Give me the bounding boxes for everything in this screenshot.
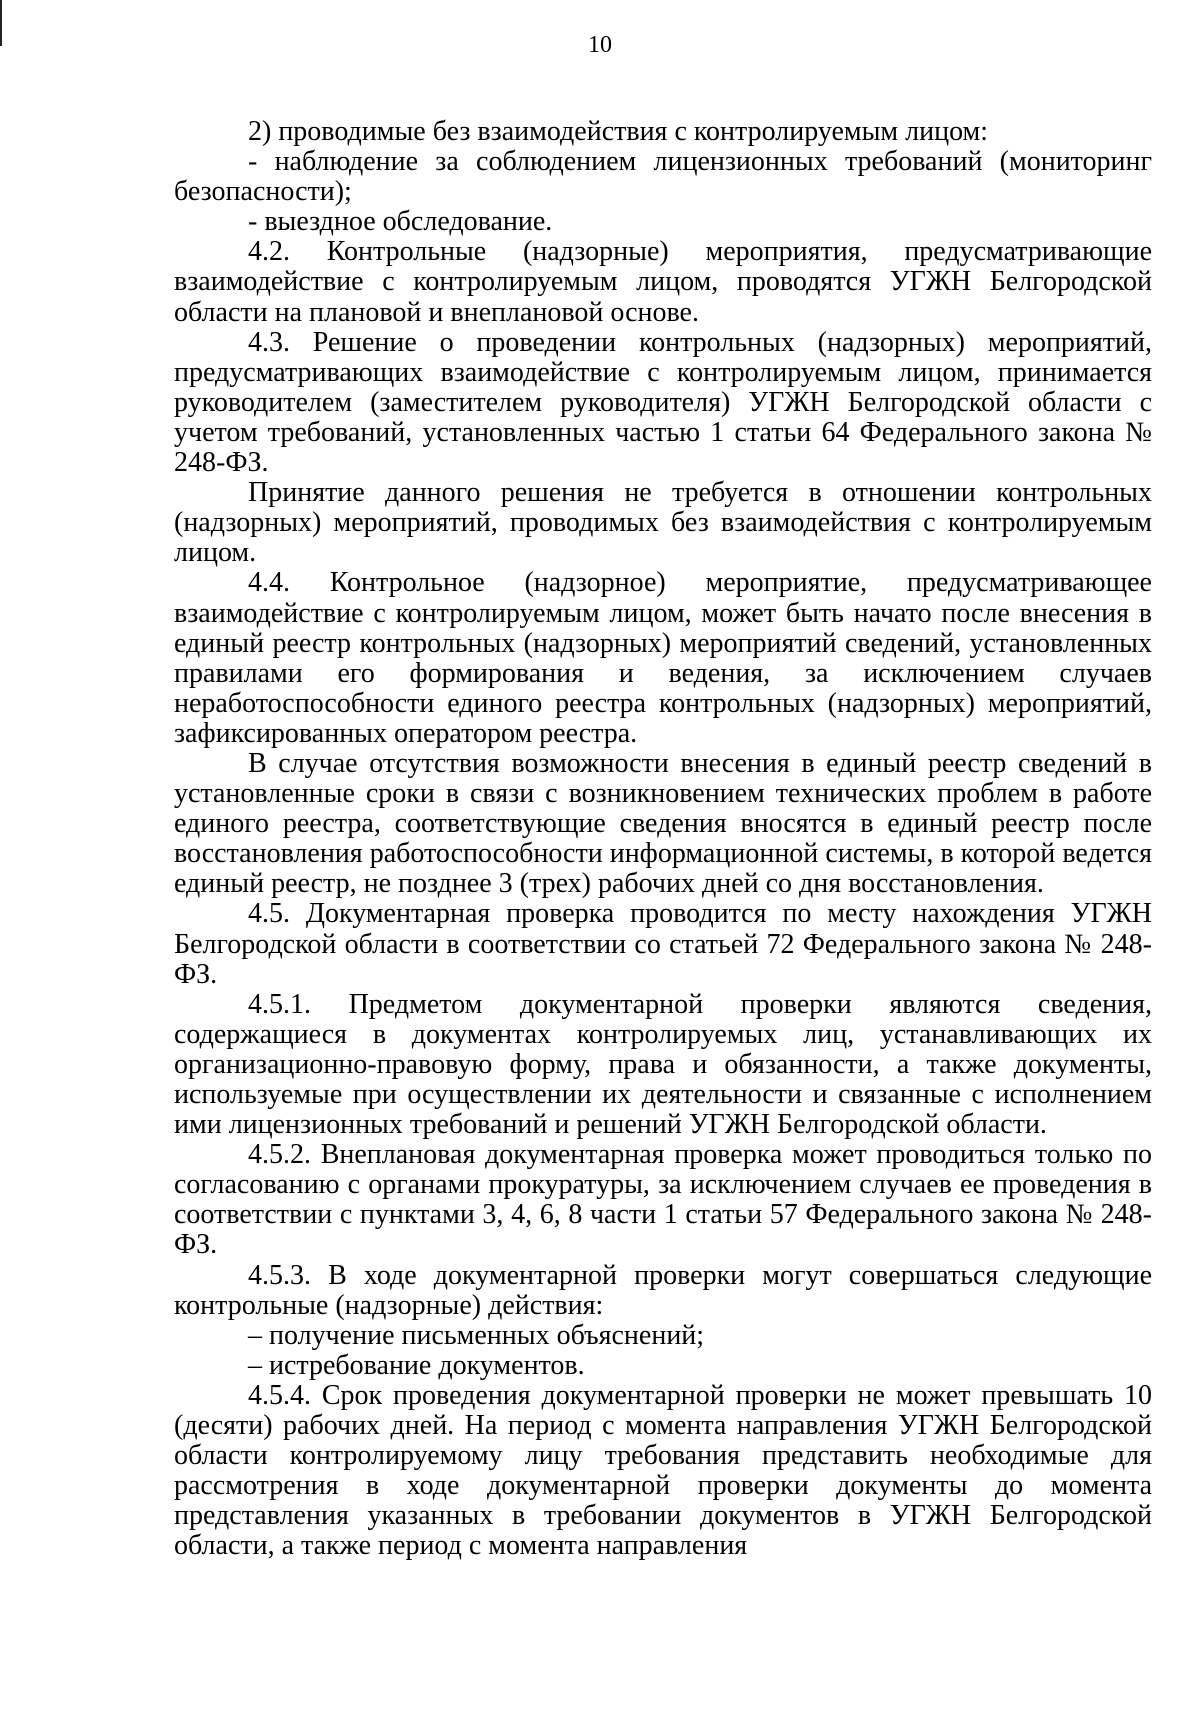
paragraph-4-2: 4.2. Контрольные (надзорные) мероприятия, предусматривающие взаимодействие с контролируемым лицом, проводятся УГЖН Белгородской области на плановой и внеплановой основе.	[174, 236, 1152, 328]
paragraph-4-5-4: 4.5.4. Срок проведения документарной проверки не может превышать 10 (десяти) рабочих дней. На период с момента направления УГЖН Белгородской области контролируемому лицу требования представить необходимые для рассмотрения в ходе документарной проверки документы до момента представления указанных в требовании документов в УГЖН Белгородской области, а также период с момента направления	[174, 1379, 1152, 1562]
paragraph-conducted-without-interaction: 2) проводимые без взаимодействия с контролируемым лицом:	[248, 116, 989, 147]
list-item-field-inspection: - выездное обследование.	[248, 206, 553, 238]
page-number: 10	[588, 32, 612, 58]
paragraph-4-4: 4.4. Контрольное (надзорное) мероприятие, предусматривающее взаимодействие с контролируемым лицом, может быть начато после внесения в единый реестр контрольных (надзорных) мероприятий сведений, установленных правилами его формирования и ведения, за исключением случаев неработоспособности единого реестра контрольных (надзорных) мероприятий, зафиксированных оператором реестра.	[174, 567, 1152, 749]
list-item-written-explanations: – получение письменных объяснений;	[248, 1319, 705, 1351]
paragraph-registry-unavailable: В случае отсутствия возможности внесения в единый реестр сведений в установленные сроки в связи с возникновением технических проблем в работе единого реестра, соответствующие сведения вносятся в единый реестр после восстановления работоспособности информационной системы, в которой ведется единый реестр, не позднее 3 (трех) рабочих дней со дня восстановления.	[174, 747, 1152, 900]
document-body	[174, 117, 1152, 1562]
paragraph-4-5-1: 4.5.1. Предметом документарной проверки являются сведения, содержащиеся в документах контролируемых лиц, устанавливающих их организационно-правовую форму, права и обязанности, а также документы, используемые при осуществлении их деятельности и связанные с исполнением ими лицензионных требований и решений УГЖН Белгородской области.	[174, 988, 1152, 1141]
list-item-monitoring: - наблюдение за соблюдением лицензионных требований (мониторинг безопасности);	[174, 146, 1152, 208]
paragraph-4-3: 4.3. Решение о проведении контрольных (надзорных) мероприятий, предусматривающих взаимодействие с контролируемым лицом, принимается руководителем (заместителем руководителя) УГЖН Белгородской области с учетом требований, установленных частью 1 статьи 64 Федерального закона № 248-ФЗ.	[174, 326, 1152, 479]
paragraph-decision-not-required: Принятие данного решения не требуется в отношении контрольных (надзорных) мероприятий, проводимых без взаимодействия с контролируемым лицом.	[174, 477, 1152, 569]
paragraph-4-5: 4.5. Документарная проверка проводится по месту нахождения УГЖН Белгородской области в соответствии со статьей 72 Федерального закона № 248-ФЗ.	[174, 898, 1152, 990]
paragraph-4-5-2: 4.5.2. Внеплановая документарная проверка может проводиться только по согласованию с органами прокуратуры, за исключением случаев ее проведения в соответствии с пунктами 3, 4, 6, 8 части 1 статьи 57 Федерального закона № 248-ФЗ.	[174, 1139, 1152, 1261]
paragraph-4-5-3: 4.5.3. В ходе документарной проверки могут совершаться следующие контрольные (надзорные) действия:	[174, 1259, 1152, 1321]
list-item-document-request: – истребование документов.	[248, 1349, 585, 1381]
